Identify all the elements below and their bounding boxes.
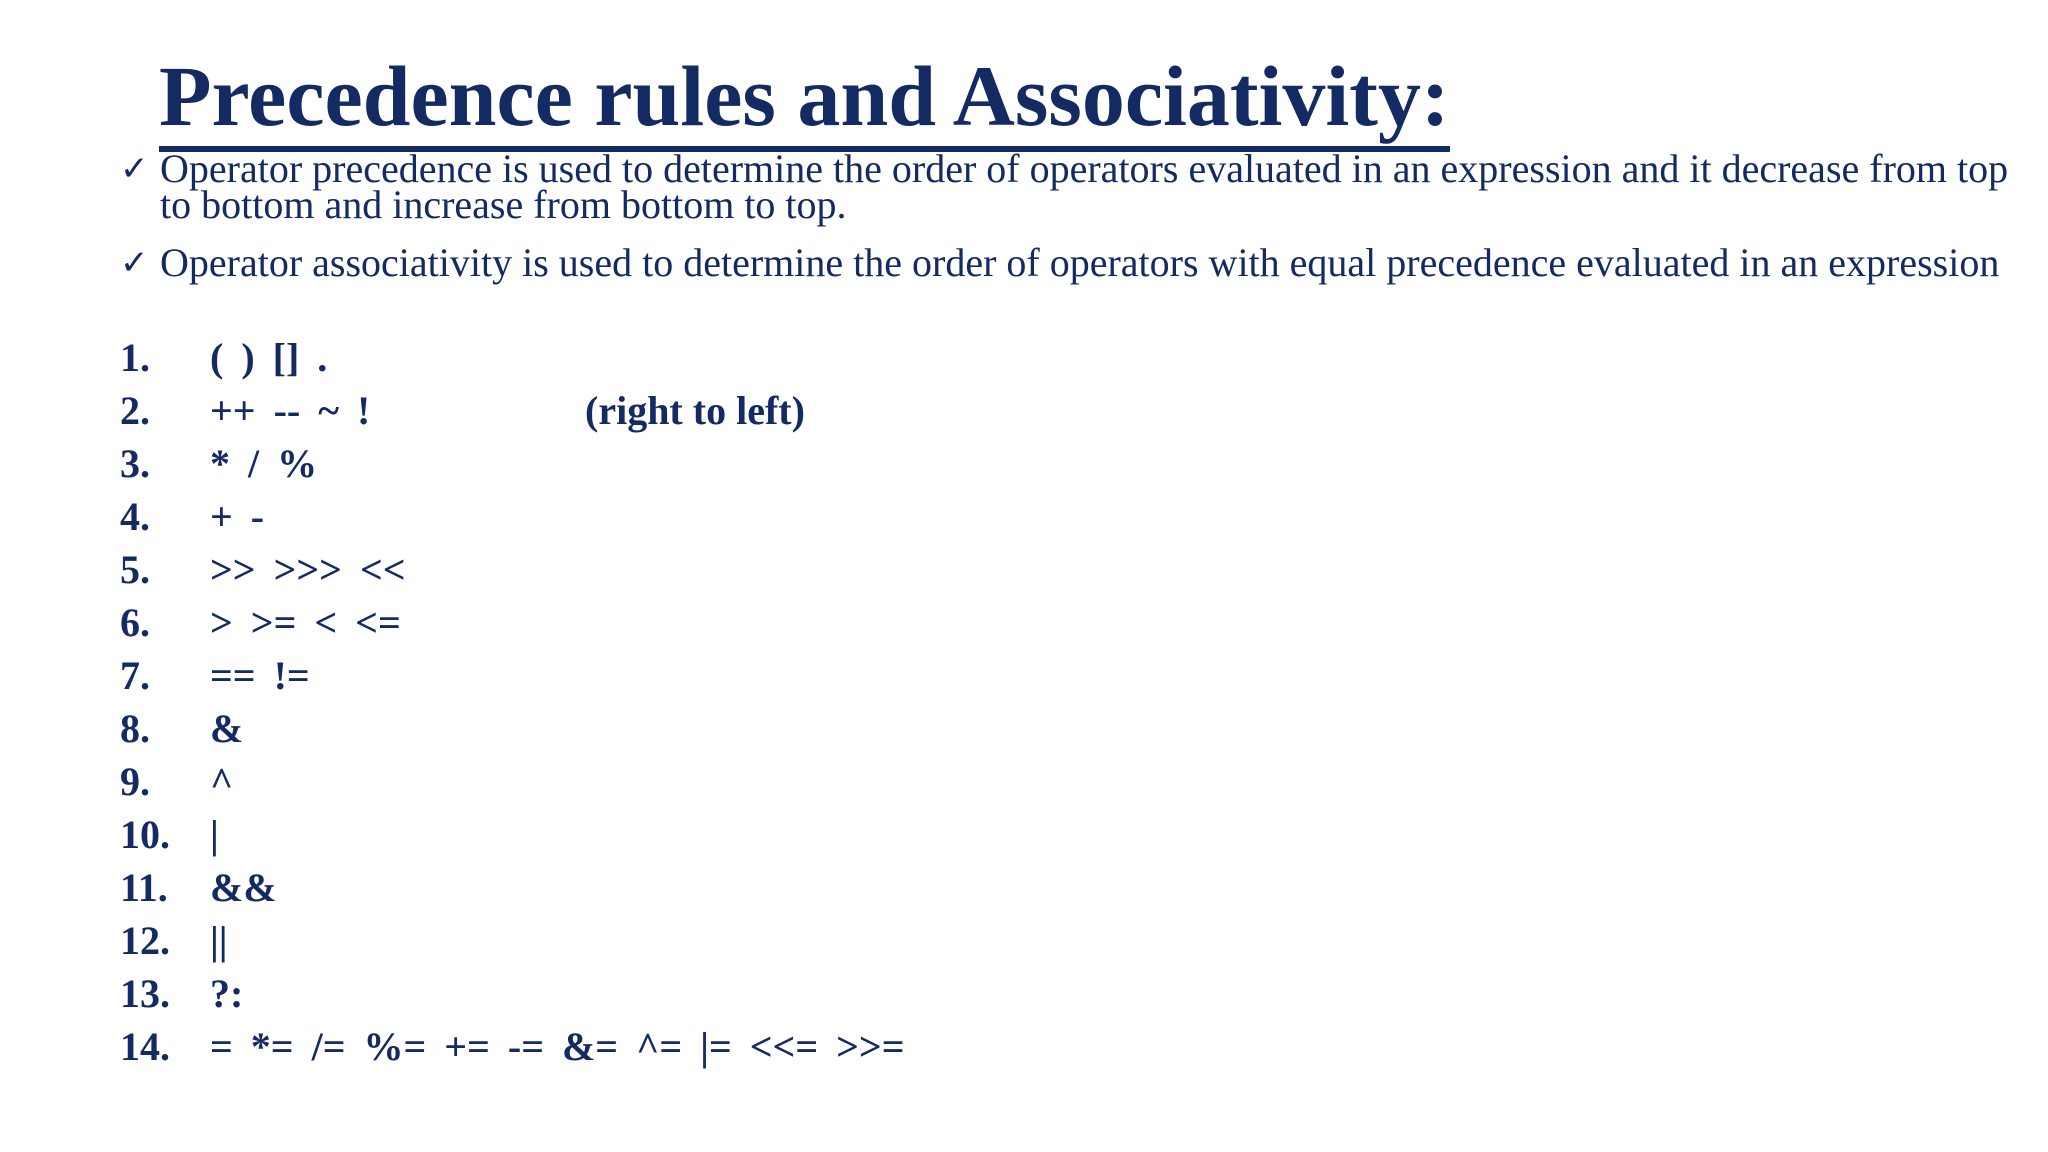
precedence-number: 3. bbox=[120, 441, 150, 486]
precedence-operators: || bbox=[210, 918, 228, 963]
checkmark-icon: ✓ bbox=[120, 243, 149, 283]
precedence-operators: ++ -- ~ ! bbox=[210, 388, 371, 433]
bullet-text: Operator precedence is used to determine the order of operators evaluated in an expression and it decrease from top to bottom and increase from bottom to top. bbox=[160, 146, 2009, 227]
precedence-operators: >> >>> << bbox=[210, 547, 406, 592]
precedence-number: 11. bbox=[120, 865, 168, 910]
precedence-operators: * / % bbox=[210, 441, 318, 486]
slide-title: Precedence rules and Associativity: bbox=[159, 46, 1450, 152]
precedence-number: 7. bbox=[120, 653, 150, 698]
precedence-number: 2. bbox=[120, 388, 150, 433]
precedence-number: 5. bbox=[120, 547, 150, 592]
precedence-operators: ( ) [] . bbox=[210, 335, 328, 380]
precedence-operators: + - bbox=[210, 494, 265, 539]
bullet-text: Operator associativity is used to determine the order of operators with equal precedence evaluated in an expression bbox=[160, 240, 2000, 285]
precedence-number: 12. bbox=[120, 918, 170, 963]
precedence-operators: = *= /= %= += -= &= ^= |= <<= >>= bbox=[210, 1024, 905, 1069]
precedence-number: 4. bbox=[120, 494, 150, 539]
precedence-operators: ^ bbox=[210, 759, 234, 804]
precedence-operators: == != bbox=[210, 653, 310, 698]
precedence-number: 1. bbox=[120, 335, 150, 380]
precedence-operators: | bbox=[210, 812, 219, 857]
precedence-number: 9. bbox=[120, 759, 150, 804]
precedence-number: 6. bbox=[120, 600, 150, 645]
precedence-number: 14. bbox=[120, 1024, 170, 1069]
precedence-number: 8. bbox=[120, 706, 150, 751]
checkmark-icon: ✓ bbox=[120, 149, 149, 189]
precedence-operators: && bbox=[210, 865, 277, 910]
precedence-operators: & bbox=[210, 706, 244, 751]
precedence-number: 13. bbox=[120, 971, 170, 1016]
precedence-operators: > >= < <= bbox=[210, 600, 401, 645]
associativity-note: (right to left) bbox=[585, 388, 805, 433]
precedence-number: 10. bbox=[120, 812, 170, 857]
precedence-operators: ?: bbox=[210, 971, 244, 1016]
